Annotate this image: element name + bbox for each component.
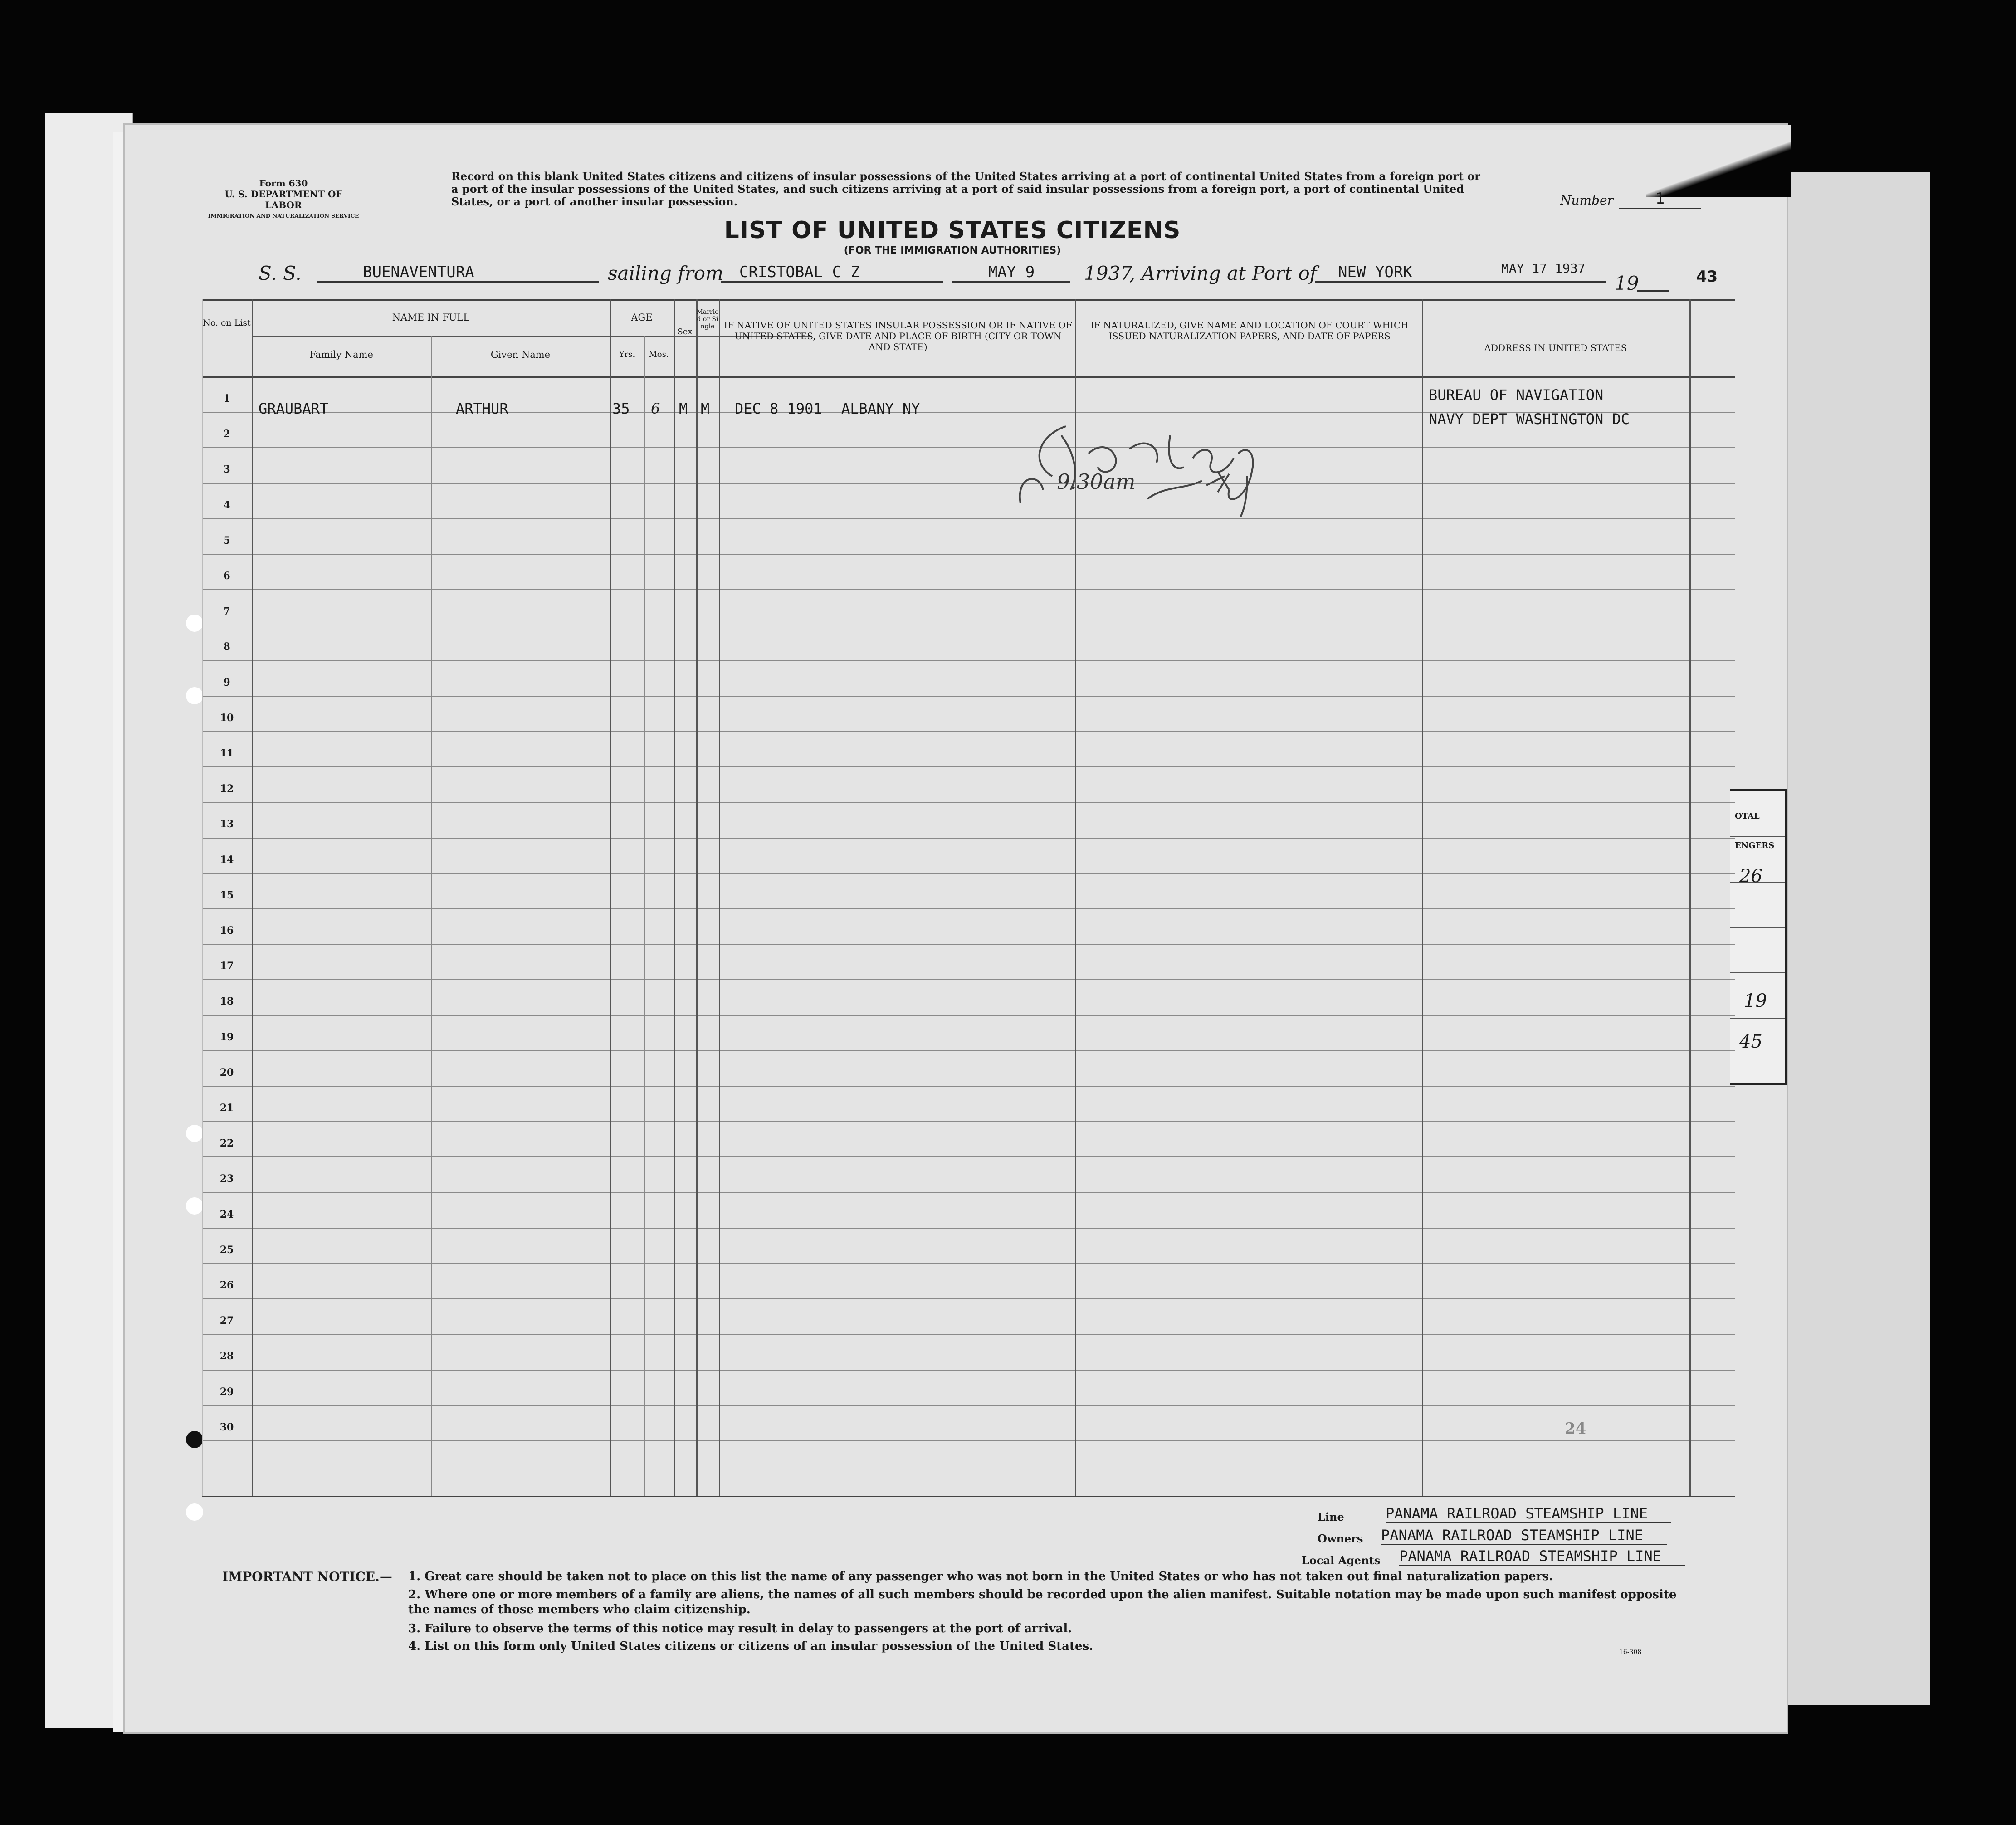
row-number: 27 <box>220 1315 234 1327</box>
col-address: ADDRESS IN UNITED STATES <box>1484 342 1627 353</box>
row-number: 3 <box>223 464 230 476</box>
page-number: 43 <box>1696 268 1718 286</box>
col-married: Married or Single <box>696 308 719 330</box>
corner-fold <box>1646 125 1791 197</box>
row-number: 15 <box>220 889 234 901</box>
col-no: No. on List <box>203 318 251 328</box>
tab-value: 45 <box>1739 1031 1762 1052</box>
entry-mos: 6 <box>651 400 660 417</box>
page-subtitle: (FOR THE IMMIGRATION AUTHORITIES) <box>844 245 1061 256</box>
punch-hole <box>186 1431 203 1448</box>
row-number: 16 <box>220 925 234 937</box>
tab-value: 19 <box>1744 991 1767 1011</box>
row-number: 19 <box>220 1031 234 1043</box>
arrival-date-stamp: MAY 17 1937 <box>1501 261 1586 276</box>
entry-yrs: 35 <box>612 400 630 417</box>
row-number: 26 <box>220 1279 234 1291</box>
punch-hole <box>186 1503 203 1521</box>
entry-birth-place: ALBANY NY <box>841 400 920 417</box>
notice-1: 1. Great care should be taken not to place on this list the name of any passenger who was not born in the United States or who has not taken out final naturalization papers. <box>408 1570 1553 1583</box>
page-title: LIST OF UNITED STATES CITIZENS <box>724 217 1181 244</box>
row-number: 1 <box>223 393 230 405</box>
entry-married: M <box>701 400 710 417</box>
row-number: 4 <box>223 499 230 511</box>
row-number: 22 <box>220 1137 234 1150</box>
agents-label: Local Agents <box>1302 1554 1381 1567</box>
punch-hole <box>186 1197 203 1215</box>
small-code: 16-308 <box>1619 1649 1642 1656</box>
number-label: Number <box>1560 193 1613 208</box>
punch-hole <box>186 1125 203 1142</box>
row-number: 8 <box>223 641 230 653</box>
department-name: U. S. DEPARTMENT OF LABOR <box>225 189 342 210</box>
row-number: 20 <box>220 1066 234 1078</box>
row-number: 13 <box>220 818 234 830</box>
row-number: 21 <box>220 1102 234 1114</box>
row-number: 6 <box>223 570 230 582</box>
arriving-label: , Arriving at Port of <box>1129 262 1317 284</box>
row-number: 7 <box>223 605 230 618</box>
form-number: Form 630 <box>259 178 308 189</box>
row-number: 12 <box>220 783 234 795</box>
entry-birth-date: DEC 8 1901 <box>735 400 822 417</box>
row-number: 10 <box>220 712 234 724</box>
tab-value: 26 <box>1739 866 1762 887</box>
punch-hole <box>186 615 203 632</box>
punch-hole <box>186 687 203 704</box>
row-number: 5 <box>223 534 230 547</box>
col-naturalized: IF NATURALIZED, GIVE NAME AND LOCATION OF COURT WHICH ISSUED NATURALIZATION PAPERS, AND DATE OF PAPERS <box>1090 320 1409 342</box>
row-number: 29 <box>220 1386 234 1398</box>
ship-name: BUENAVENTURA <box>317 263 599 283</box>
col-yrs: Yrs. <box>619 350 635 359</box>
stamp-number: 24 <box>1565 1420 1586 1438</box>
row-number: 25 <box>220 1244 234 1256</box>
sail-date: MAY 9 <box>952 263 1070 283</box>
entry-given-name: ARTHUR <box>456 400 508 417</box>
passenger-total-tab <box>1730 789 1787 1085</box>
sail-year: 1937 <box>1084 262 1132 284</box>
arrival-port: NEW YORK <box>1315 263 1606 283</box>
row-number: 11 <box>220 747 234 759</box>
entry-family-name: GRAUBART <box>259 400 329 417</box>
row-number: 17 <box>220 960 234 972</box>
form-id-block <box>206 178 361 221</box>
col-mos: Mos. <box>649 350 669 359</box>
notice-title: IMPORTANT NOTICE.— <box>222 1569 392 1584</box>
inspector-signature <box>1011 408 1320 526</box>
number-value: 1 <box>1619 190 1701 209</box>
line-value: PANAMA RAILROAD STEAMSHIP LINE <box>1386 1505 1671 1523</box>
owners-label: Owners <box>1318 1532 1363 1545</box>
notice-2: 2. Where one or more members of a family are aliens, the names of all such members should be recorded upon the alien manifest. Suitable notation may be made upon such manifest opposite the names of those members who claim citizenship. <box>408 1588 1677 1616</box>
entry-address-line1: BUREAU OF NAVIGATION <box>1429 386 1604 404</box>
service-name: IMMIGRATION AND NATURALIZATION SERVICE <box>208 213 359 219</box>
row-number: 24 <box>220 1208 234 1220</box>
year-prefix: 19 <box>1615 272 1639 294</box>
agents-value: PANAMA RAILROAD STEAMSHIP LINE <box>1399 1547 1685 1566</box>
col-age: AGE <box>631 312 653 323</box>
row-number: 9 <box>223 676 230 688</box>
row-number: 14 <box>220 854 234 866</box>
col-birth: IF NATIVE OF UNITED STATES INSULAR POSSESSION OR IF NATIVE OF UNITED STATES, GIVE DATE AND PLACE OF BIRTH (CITY OR TOWN AND STATE) <box>724 320 1072 352</box>
row-number: 23 <box>220 1173 234 1185</box>
owners-value: PANAMA RAILROAD STEAMSHIP LINE <box>1381 1527 1667 1545</box>
row-number: 30 <box>220 1421 234 1433</box>
col-name-in-full: NAME IN FULL <box>392 312 470 323</box>
row-number: 18 <box>220 995 234 1008</box>
year-blank <box>1637 290 1669 292</box>
sailing-from-port: CRISTOBAL C Z <box>721 263 943 283</box>
col-given-name: Given Name <box>490 349 551 360</box>
tab-label: OTAL <box>1735 811 1760 821</box>
record-instructions: Record on this blank United States citizens and citizens of insular possessions of the United States arriving at a port of continental United States from a foreign port or a port of the insular possessions of the United States, and such citizens arriving at a port of said insular possessions from a foreign port, a port of continental United States, or a port of another insular possession. <box>451 170 1480 208</box>
notice-3: 3. Failure to observe the terms of this notice may result in delay to passengers at the port of arrival. <box>408 1622 1072 1635</box>
notice-4: 4. List on this form only United States citizens or citizens of an insular possession of the United States. <box>408 1640 1093 1653</box>
entry-sex: M <box>679 400 688 417</box>
inspector-time: 9.30am <box>1057 469 1136 494</box>
row-number: 28 <box>220 1350 234 1362</box>
line-label: Line <box>1318 1510 1344 1523</box>
tab-label: ENGERS <box>1735 841 1775 850</box>
entry-address-line2: NAVY DEPT WASHINGTON DC <box>1429 410 1630 428</box>
col-sex: Sex <box>677 327 693 337</box>
ss-label: S. S. <box>259 262 302 284</box>
sailing-from-label: sailing from <box>608 262 723 284</box>
passenger-table <box>202 299 1735 1497</box>
row-number: 2 <box>223 428 230 440</box>
col-family-name: Family Name <box>309 349 373 360</box>
